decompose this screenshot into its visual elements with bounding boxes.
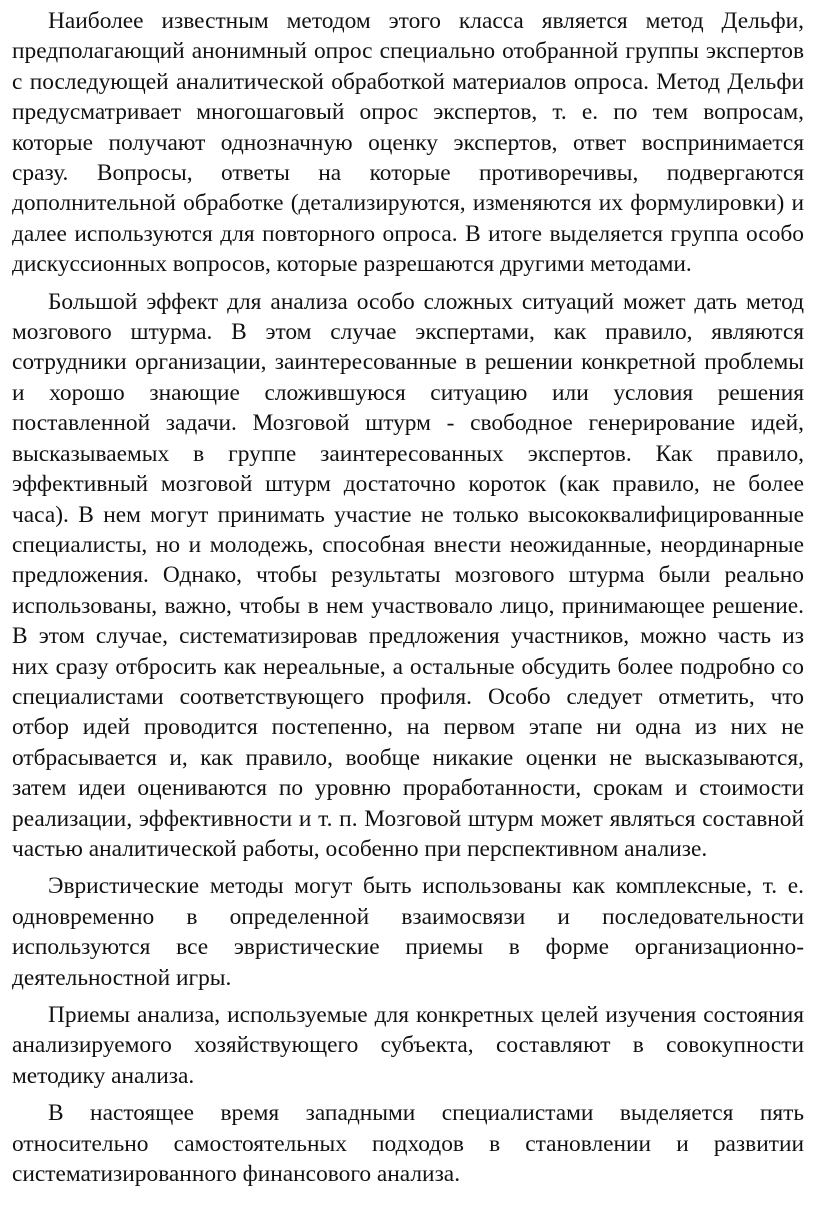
- document-page: [12, 6, 804, 1189]
- paragraph-western-approaches: В настоящее время западными специалистами выделяется пять относительно самостоятельных подходов в становлении и развитии систематизированного финансового анализа.: [12, 1100, 804, 1188]
- paragraph-brainstorming: Большой эффект для анализа особо сложных ситуаций может дать метод мозгового штурма. В этом случае экспертами, как правило, являются сотрудники организации, заинтересованные в решении конкретной проблемы и хорошо знающие сложившуюся ситуацию или условия решения поставленной задачи. Мозговой штурм - свободное генерирование идей, высказываемых в группе заинтересованных экспертов. Как правило, эффективный мозговой штурм достаточно короток (как правило, не более часа). В нем могут принимать участие не только высококвалифицированные специалисты, но и молодежь, способная внести неожиданные, неординарные предложения. Однако, чтобы результаты мозгового штурма были реально использованы, важно, чтобы в нем участвовало лицо, принимающее решение. В этом случае, систематизировав предложения участников, можно часть из них сразу отбросить как нереальные, а остальные обсудить более подробно со специалистами соответствующего профиля. Особо следует отметить, что отбор идей проводится постепенно, на первом этапе ни одна из них не отбрасывается и, как правило, вообще никакие оценки не высказываются, затем идеи оцениваются по уровню проработанности, срокам и стоимости реализации, эффективности и т. п. Мозговой штурм может являться составной частью аналитической работы, особенно при перспективном анализе.: [12, 288, 804, 862]
- paragraph-heuristic-methods: Эвристические методы могут быть использованы как комплексные, т. е. одновременно в определенной взаимосвязи и последовательности используются все эвристические приемы в форме организационно-деятельностной игры.: [12, 873, 804, 991]
- paragraph-delphi-method: Наиболее известным методом этого класса является метод Дельфи, предполагающий анонимный опрос специально отобранной группы экспертов с последующей аналитической обработкой материалов опроса. Метод Дельфи предусматривает многошаговый опрос экспертов, т. е. по тем вопросам, которые получают однозначную оценку экспертов, ответ воспринимается сразу. Вопросы, ответы на которые противоречивы, подвергаются дополнительной обработке (детализируются, изменяются их формулировки) и далее используются для повторного опроса. В итоге выделяется группа особо дискуссионных вопросов, которые разрешаются другими методами.: [12, 8, 804, 278]
- paragraph-analysis-methodology: Приемы анализа, используемые для конкретных целей изучения состояния анализируемого хозяйствующего субъекта, составляют в совокупности методику анализа.: [12, 1002, 804, 1089]
